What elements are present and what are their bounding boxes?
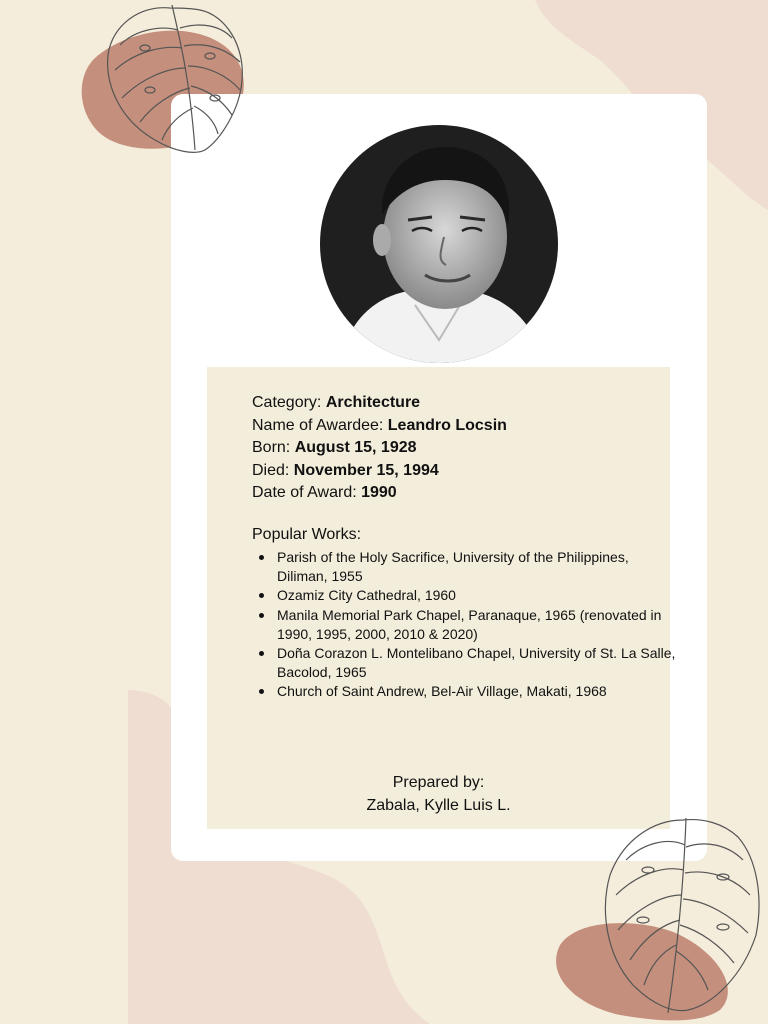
category-label: Category:	[252, 394, 326, 411]
list-item: Ozamiz City Cathedral, 1960	[277, 586, 677, 605]
born-label: Born:	[252, 439, 295, 456]
award-details	[252, 392, 652, 505]
prepared-by	[207, 772, 670, 817]
award-date-label: Date of Award:	[252, 484, 362, 501]
awardee-line	[252, 415, 652, 438]
list-item: Church of Saint Andrew, Bel-Air Village, Makati, 1968	[277, 682, 677, 701]
list-item: Parish of the Holy Sacrifice, University of the Philippines, Diliman, 1955	[277, 548, 677, 586]
died-date: November 15, 1994	[293, 461, 439, 479]
prepared-by-name: Zabala, Kylle Luis L.	[366, 796, 511, 814]
award-date-value: 1990	[361, 484, 397, 501]
awardee-name: Leandro Locsin	[387, 416, 507, 434]
died-line	[252, 460, 652, 483]
monstera-leaf-icon	[100, 0, 250, 156]
born-date: August 15, 1928	[294, 439, 417, 456]
born-line	[252, 437, 652, 460]
award-date-line	[252, 482, 652, 505]
awardee-label: Name of Awardee:	[252, 416, 388, 434]
popular-works-list	[252, 548, 677, 702]
portrait-photo	[320, 125, 558, 363]
list-item: Doña Corazon L. Montelibano Chapel, University of St. La Salle, Bacolod, 1965	[277, 644, 677, 682]
category-line	[252, 392, 652, 415]
died-label: Died:	[252, 461, 294, 479]
prepared-by-label: Prepared by:	[392, 774, 485, 791]
list-item: Manila Memorial Park Chapel, Paranaque, 1965 (renovated in 1990, 1995, 2000, 2010 & 2020)	[277, 606, 677, 644]
category-value: Architecture	[325, 394, 421, 411]
popular-works-title: Popular Works:	[252, 526, 362, 543]
monstera-leaf-icon	[598, 815, 763, 1015]
info-panel	[207, 367, 676, 829]
